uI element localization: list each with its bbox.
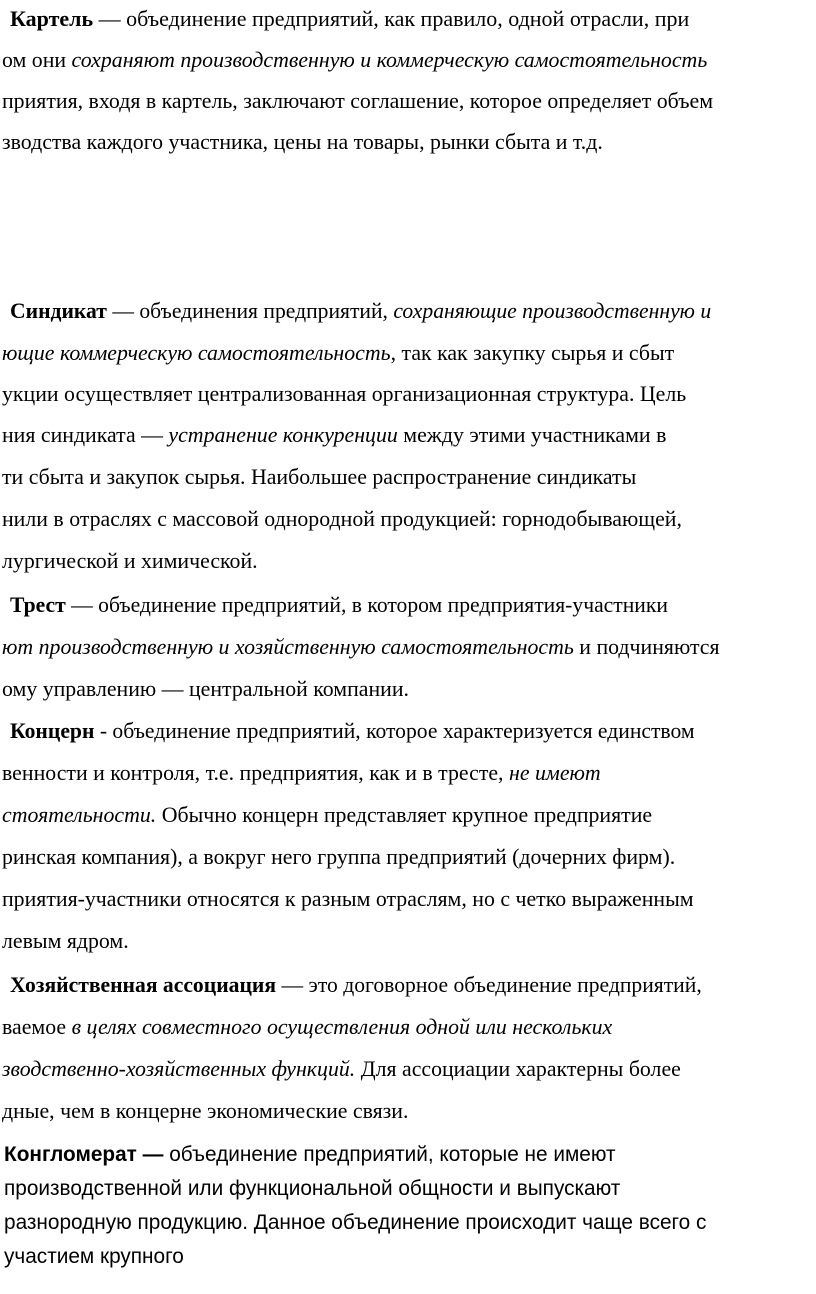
concern-line-2: венности и контроля, т.е. предприятия, как и в тресте, не имеют <box>2 760 601 785</box>
concern-line-6: левым ядром. <box>2 928 129 953</box>
cartel-line-3: приятия, входя в картель, заключают соглашение, которое определяет объем <box>2 88 714 113</box>
term-syndicate: Синдикат <box>10 298 107 323</box>
term-concern: Концерн <box>10 718 95 743</box>
cartel-line-2: ом они сохраняют производственную и коммерческую самостоятельность <box>2 47 708 72</box>
syndicate-line-7: лургической и химической. <box>2 548 258 573</box>
syndicate-line-4: ния синдиката — устранение конкуренции между этими участниками в <box>2 422 667 447</box>
term-association: Хозяйственная ассоциация <box>10 972 277 997</box>
association-line-1: Хозяйственная ассоциация — это договорное объединение предприятий, <box>10 972 702 997</box>
cartel-line-1: Картель — объединение предприятий, как правило, одной отрасли, при <box>10 6 690 31</box>
syndicate-line-5: ти сбыта и закупок сырья. Наибольшее распространение синдикаты <box>2 464 637 489</box>
trust-line-3: ому управлению — центральной компании. <box>2 676 410 701</box>
syndicate-line-1: Синдикат — объединения предприятий, сохраняющие производственную и <box>10 298 712 323</box>
association-line-4: дные, чем в концерне экономические связи. <box>2 1098 409 1123</box>
term-cartel: Картель <box>10 6 94 31</box>
conglomerate-line-1: Конгломерат — объединение предприятий, которые не имеют <box>4 1143 616 1166</box>
term-conglomerate: Конгломерат — <box>4 1143 164 1166</box>
conglomerate-line-4: участием крупного <box>4 1245 184 1268</box>
concern-line-4: ринская компания), а вокруг него группа предприятий (дочерних фирм). <box>2 844 676 869</box>
trust-line-1: Трест — объединение предприятий, в котором предприятия-участники <box>10 592 668 617</box>
syndicate-line-6: нили в отраслях с массовой однородной продукцией: горнодобывающей, <box>2 506 682 531</box>
association-line-3: зводственно-хозяйственных функций. Для ассоциации характерны более <box>2 1056 681 1081</box>
syndicate-line-2: ющие коммерческую самостоятельность, так как закупку сырья и сбыт <box>2 340 675 365</box>
conglomerate-line-2: производственной или функциональной общности и выпускают <box>4 1177 621 1200</box>
trust-line-2: ют производственную и хозяйственную самостоятельность и подчиняются <box>2 634 720 659</box>
concern-line-5: приятия-участники относятся к разным отраслям, но с четко выраженным <box>2 886 694 911</box>
conglomerate-line-3: разнородную продукцию. Данное объединение происходит чаще всего с <box>4 1211 707 1234</box>
syndicate-line-3: укции осуществляет централизованная организационная структура. Цель <box>2 381 687 406</box>
term-trust: Трест <box>10 592 66 617</box>
concern-line-1: Концерн - объединение предприятий, которое характеризуется единством <box>10 718 695 743</box>
concern-line-3: стоятельности. Обычно концерн представляет крупное предприятие <box>2 802 653 827</box>
association-line-2: ваемое в целях совместного осуществления одной или нескольких <box>2 1014 613 1039</box>
cartel-line-4: зводства каждого участника, цены на товары, рынки сбыта и т.д. <box>2 129 603 154</box>
